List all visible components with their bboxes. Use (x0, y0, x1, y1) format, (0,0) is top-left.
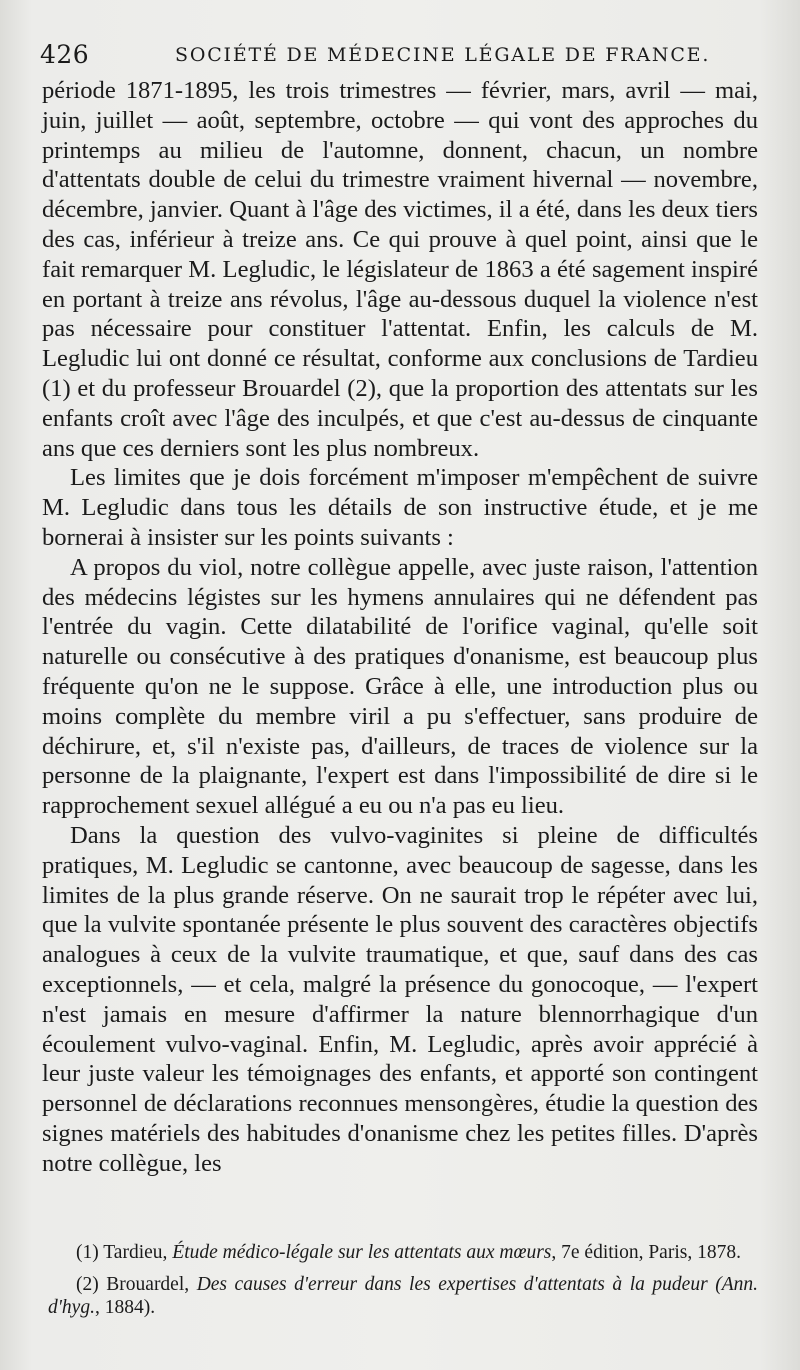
footnote-1 (48, 1241, 758, 1265)
running-head: SOCIÉTÉ DE MÉDECINE LÉGALE DE FRANCE. (175, 44, 711, 66)
footnote-2 (48, 1273, 758, 1320)
paragraph: Dans la question des vulvo-vaginites si pleine de difficultés pratiques, M. Legludic se cantonne, avec beaucoup de sagesse, dans les limites de la plus grande réserve. On ne saurait trop le répéter avec lui, que la vulvite spontanée présente le plus souvent des caractères objectifs analogues à ceux de la vulvite traumatique, et que, sauf dans des cas exceptionnels, — et cela, malgré la présence du gonocoque, — l'expert n'est jamais en mesure d'affirmer la nature blennorrhagique d'un écoulement vulvo-vaginal. Enfin, M. Legludic, après avoir apprécié à leur juste valeur les témoignages des enfants, et apporté son contingent personnel de déclarations reconnues mensongères, étudie la question des signes matériels des habitudes d'onanisme chez les petites filles. D'après notre collègue, les (42, 821, 758, 1177)
footnote-1-author: (1) Tardieu, (76, 1242, 173, 1263)
main-text (42, 76, 758, 1178)
paragraph: Les limites que je dois forcément m'imposer m'empêchent de suivre M. Legludic dans tous les détails de son instructive étude, et je me bornerai à insister sur les points suivants : (42, 464, 758, 551)
footnote-2-author: (2) Brouardel, (76, 1273, 197, 1295)
footnote-1-title: Étude médico-légale sur les attentats aux mœurs (172, 1242, 552, 1263)
footnotes (48, 1241, 758, 1328)
footnote-2-title: Des causes d'erreur dans les expertises d'attentats à la pudeur (Ann. d'hyg. (48, 1273, 758, 1318)
page-number: 426 (40, 40, 90, 69)
page-header (40, 36, 756, 76)
footnote-2-details: , 1884). (94, 1297, 156, 1318)
footnote-1-details: , 7e édition, Paris, 1878. (551, 1242, 741, 1263)
paragraph: A propos du viol, notre collègue appelle, avec juste raison, l'attention des médecins légistes sur les hymens annulaires qui ne défendent pas l'entrée du vagin. Cette dilatabilité de l'orifice vaginal, qu'elle soit naturelle ou consécutive à des pratiques d'onanisme, est beaucoup plus fréquente qu'on ne le suppose. Grâce à elle, une introduction plus ou moins complète du membre viril a pu s'effectuer, sans produire de déchirure, et, s'il n'existe pas, d'ailleurs, de traces de violence sur la personne de la plaignante, l'expert est dans l'impossibilité de dire si le rapprochement sexuel allégué a eu ou n'a pas eu lieu. (42, 553, 758, 820)
paragraph: période 1871-1895, les trois trimestres — février, mars, avril — mai, juin, juillet — août, septembre, octobre — qui vont des approches du printemps au milieu de l'automne, donnent, chacun, un nombre d'attentats double de celui du trimestre vraiment hivernal — novembre, décembre, janvier. Quant à l'âge des victimes, il a été, dans les deux tiers des cas, inférieur à treize ans. Ce qui prouve à quel point, ainsi que le fait remarquer M. Legludic, le législateur de 1863 a été sagement inspiré en portant à treize ans révolus, l'âge au-dessous duquel la violence n'est pas nécessaire pour constituer l'attentat. Enfin, les calculs de M. Legludic lui ont donné ce résultat, conforme aux conclusions de Tardieu (1) et du professeur Brouardel (2), que la proportion des attentats sur les enfants croît avec l'âge des inculpés, et que c'est au-dessus de cinquante ans que ces derniers sont les plus nombreux. (42, 77, 758, 462)
